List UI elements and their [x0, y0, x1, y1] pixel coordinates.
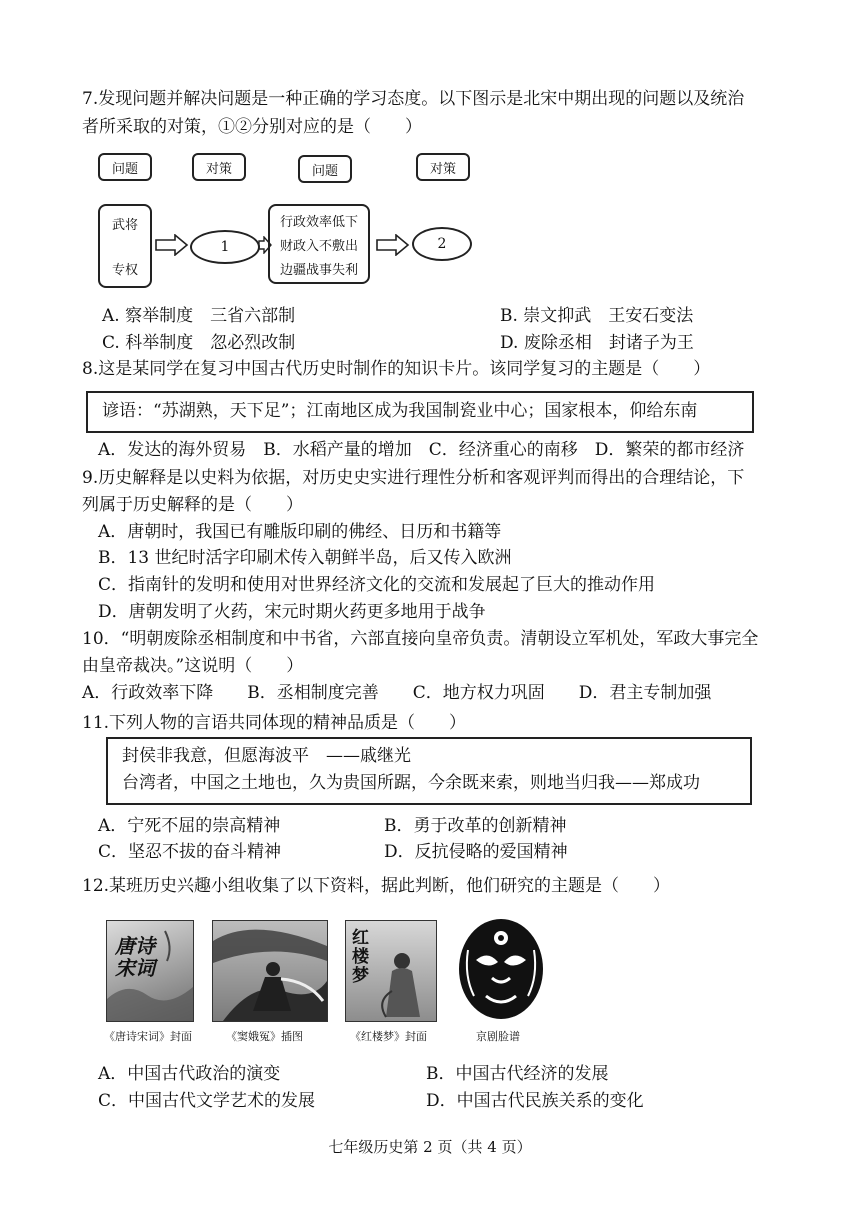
q7-option-b[interactable]: B. 崇文抑武 王安石变法	[500, 306, 694, 326]
diagram-problem-box-1	[98, 204, 152, 288]
tang-poetry-cover-title: 唐诗宋词	[115, 934, 155, 980]
page-footer: 七年级历史第 2 页（共 4 页）	[328, 1138, 532, 1156]
tang-poetry-cover-image	[106, 920, 194, 1022]
q8-options[interactable]: A．发达的海外贸易 B．水稻产量的增加 C．经济重心的南移 D．繁荣的都市经济	[98, 440, 745, 460]
q9-option-c[interactable]: C．指南针的发明和使用对世界经济文化的交流和发展起了巨大的推动作用	[98, 575, 656, 595]
diagram-box2-line1: 行政效率低下	[279, 215, 358, 230]
q7-option-c[interactable]: C. 科举制度 忽必烈改制	[102, 333, 296, 353]
q10-options[interactable]: A．行政效率下降 B．丞相制度完善 C．地方权力巩固 D．君主专制加强	[82, 683, 712, 703]
diagram-answer-oval-2: 2	[412, 227, 472, 261]
q12-option-c[interactable]: C．中国古代文学艺术的发展	[98, 1091, 316, 1111]
diagram-answer-oval-1: 1	[190, 230, 260, 264]
q9-option-d[interactable]: D．唐朝发明了火药，宋元时期火药更多地用于战争	[98, 602, 486, 622]
q11-quote-1: 封侯非我意，但愿海波平 ——戚继光	[122, 746, 411, 766]
diagram-label-strategy-2: 对策	[416, 153, 470, 181]
dream-red-chamber-cover-title: 红楼梦	[352, 928, 369, 986]
diagram-label-problem-1: 问题	[98, 153, 152, 181]
diagram-problem-box-2	[268, 204, 370, 284]
caption-tang-poetry: 《唐诗宋词》封面	[104, 1030, 192, 1043]
q12-option-d[interactable]: D．中国古代民族关系的变化	[426, 1091, 644, 1111]
q11-quote-2: 台湾者，中国之土地也，久为贵国所踞，今余既来索，则地当归我——郑成功	[122, 773, 700, 793]
q11-option-b[interactable]: B．勇于改革的创新精神	[384, 816, 567, 836]
q8-knowledge-card	[86, 391, 754, 433]
caption-dou-e: 《窦娥冤》插图	[226, 1030, 303, 1043]
q8-card-text: 谚语：“苏湖熟，天下足”；江南地区成为我国制瓷业中心；国家根本，仰给东南	[102, 401, 698, 421]
q9-option-b[interactable]: B．13 世纪时活字印刷术传入朝鲜半岛，后又传入欧洲	[98, 548, 512, 568]
q10-stem-line2: 由皇帝裁决。”这说明（ ）	[82, 656, 304, 676]
q10-stem-line1: 10．“明朝废除丞相制度和中书省，六部直接向皇帝负责。清朝设立军机处，军政大事完全	[82, 629, 759, 649]
caption-dream-red-chamber: 《红楼梦》封面	[350, 1030, 427, 1043]
q7-stem-line1: 7.发现问题并解决问题是一种正确的学习态度。以下图示是北宋中期出现的问题以及统治	[82, 89, 745, 109]
q8-stem: 8.这是某同学在复习中国古代历史时制作的知识卡片。该同学复习的主题是（ ）	[82, 359, 711, 379]
dream-red-chamber-cover-image	[345, 920, 437, 1022]
q11-quote-box	[106, 737, 752, 805]
q9-stem-line1: 9.历史解释是以史料为依据，对历史史实进行理性分析和客观评判而得出的合理结论，下	[82, 468, 745, 488]
q9-stem-line2: 列属于历史解释的是（ ）	[82, 495, 303, 515]
diagram-box2-line2: 财政入不敷出	[279, 239, 358, 254]
q11-option-a[interactable]: A．宁死不屈的崇高精神	[98, 816, 281, 836]
diagram-arrow-1-icon	[155, 234, 189, 256]
diagram-arrow-3-icon	[376, 234, 410, 256]
q9-option-a[interactable]: A．唐朝时，我国已有雕版印刷的佛经、日历和书籍等	[98, 522, 502, 542]
q11-option-d[interactable]: D．反抗侵略的爱国精神	[384, 842, 568, 862]
caption-opera-mask: 京剧脸谱	[476, 1030, 520, 1043]
diagram-box2-line3: 边疆战事失利	[279, 263, 358, 278]
diagram-label-problem-2: 问题	[298, 155, 352, 183]
q7-stem-line2: 者所采取的对策，①②分别对应的是（ ）	[82, 117, 422, 137]
q7-option-a[interactable]: A. 察举制度 三省六部制	[102, 306, 296, 326]
diagram-problem-box-1-top: 武将	[111, 218, 138, 233]
q12-option-a[interactable]: A．中国古代政治的演变	[98, 1064, 281, 1084]
peking-opera-mask-image	[456, 916, 546, 1022]
q12-stem: 12.某班历史兴趣小组收集了以下资料，据此判断，他们研究的主题是（ ）	[82, 876, 671, 896]
diagram-problem-box-1-bottom: 专权	[111, 263, 138, 278]
q7-option-d[interactable]: D. 废除丞相 封诸子为王	[500, 333, 694, 353]
q11-stem: 11.下列人物的言语共同体现的精神品质是（ ）	[82, 713, 467, 733]
q11-option-c[interactable]: C．坚忍不拔的奋斗精神	[98, 842, 282, 862]
q12-option-b[interactable]: B．中国古代经济的发展	[426, 1064, 609, 1084]
diagram-label-strategy-1: 对策	[192, 153, 246, 181]
dou-e-illustration-image	[212, 920, 328, 1022]
